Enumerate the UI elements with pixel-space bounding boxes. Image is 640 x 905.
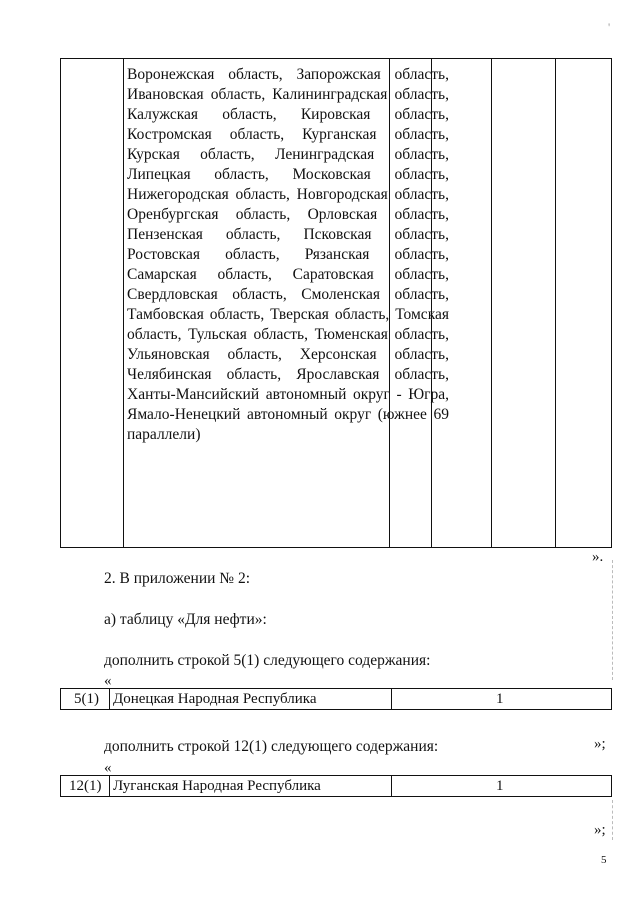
closing-quote: »; [594,822,606,838]
row-number: 12(1) [69,778,102,794]
row-value: 1 [496,778,504,794]
table-column-divider [555,59,556,547]
closing-quote: »; [594,736,606,752]
row-name: Луганская Народная Республика [113,778,321,794]
section-heading: 2. В приложении № 2: [104,570,251,587]
regions-table [60,58,612,548]
scan-edge-mark [612,800,613,840]
row-number: 5(1) [74,691,99,707]
addition-instruction: дополнить строкой 12(1) следующего содержания: [104,738,439,755]
scan-edge-mark [612,560,613,680]
table-column-divider [123,59,124,547]
row-value: 1 [496,691,504,707]
cell-divider [391,776,392,796]
section-subheading: а) таблицу «Для нефти»: [104,611,267,628]
table-column-divider [491,59,492,547]
cell-divider [391,689,392,709]
cell-divider [109,689,110,709]
row-name: Донецкая Народная Республика [113,691,317,707]
open-quote: « [104,673,112,689]
page-number: 5 [601,854,607,866]
addition-instruction: дополнить строкой 5(1) следующего содержания: [104,652,431,669]
closing-quote: ». [592,549,604,565]
cell-divider [109,776,110,796]
table-row [60,688,612,710]
open-quote: « [104,760,112,776]
regions-list-text: Воронежская область, Запорожская область, Ивановская область, Калининградская область, Калужская область, Кировская область, Костромская область, Курганская область, Курская область, Ленинградская область, Липецкая область, Московская область, Нижегородская область, Новгородская область, Оренбургская область, Орловская область, Пензенская область, Псковская область, Ростовская область, Рязанская область, Самарская область, Саратовская область, Свердловская область, Смоленская область, Тамбовская область, Тверская область, Томская область, Тульская область, Тюменская область, Ульяновская область, Херсонская область, Челябинская область, Ярославская область, Ханты-Мансийский автономный округ - Югра, Ямало-Ненецкий автономный округ (южнее 69 параллели) [127,66,449,443]
corner-mark: ' [608,20,611,34]
table-row [60,775,612,797]
